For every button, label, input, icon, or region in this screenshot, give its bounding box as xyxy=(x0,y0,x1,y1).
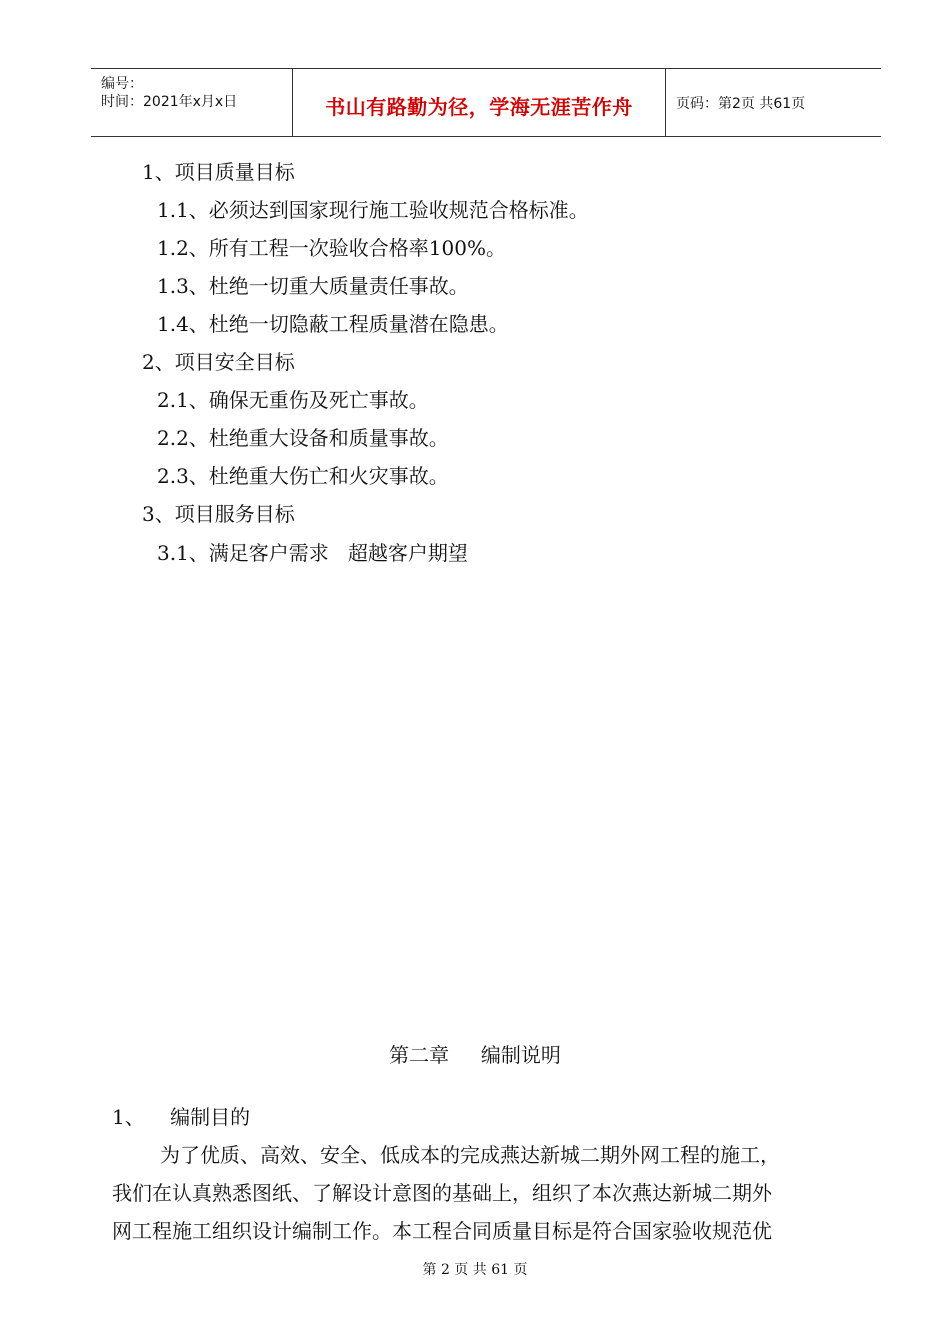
goal-item: 1.1、必须达到国家现行施工验收规范合格标准。 xyxy=(157,198,589,222)
goal-item: 1.2、所有工程一次验收合格率100%。 xyxy=(157,236,506,260)
code-label: 编号： xyxy=(101,76,143,92)
goal-item: 2.3、杜绝重大伤亡和火灾事故。 xyxy=(157,464,449,488)
goal-heading-service: 3、项目服务目标 xyxy=(142,502,295,526)
header-right-cell xyxy=(666,69,881,136)
goal-item: 3.1、满足客户需求 超越客户期望 xyxy=(157,541,468,565)
header-motto: 书山有路勤为径，学海无涯苦作舟 xyxy=(325,95,633,119)
header-middle-cell xyxy=(293,69,666,136)
chapter-title: 第二章 编制说明 xyxy=(389,1043,561,1067)
paragraph-line: 为了优质、高效、安全、低成本的完成燕达新城二期外网工程的施工， xyxy=(160,1143,780,1167)
header-left-cell xyxy=(91,69,293,136)
goal-heading-safety: 2、项目安全目标 xyxy=(142,350,295,374)
goal-item: 1.3、杜绝一切重大质量责任事故。 xyxy=(157,274,469,298)
goal-item: 1.4、杜绝一切隐蔽工程质量潜在隐患。 xyxy=(157,312,509,336)
section-heading: 1、 编制目的 xyxy=(112,1105,251,1129)
goal-item: 2.2、杜绝重大设备和质量事故。 xyxy=(157,426,449,450)
page-footer: 第 2 页 共 61 页 xyxy=(422,1262,528,1278)
paragraph-line: 我们在认真熟悉图纸、了解设计意图的基础上，组织了本次燕达新城二期外 xyxy=(112,1181,772,1205)
goal-item: 2.1、确保无重伤及死亡事故。 xyxy=(157,388,429,412)
page-info: 页码：第2页 共61页 xyxy=(676,96,806,112)
paragraph-line: 网工程施工组织设计编制工作。本工程合同质量目标是符合国家验收规范优 xyxy=(112,1219,772,1243)
time-label: 时间：2021年x月x日 xyxy=(101,94,238,110)
page-header xyxy=(91,68,881,137)
goal-heading-quality: 1、项目质量目标 xyxy=(142,160,295,184)
